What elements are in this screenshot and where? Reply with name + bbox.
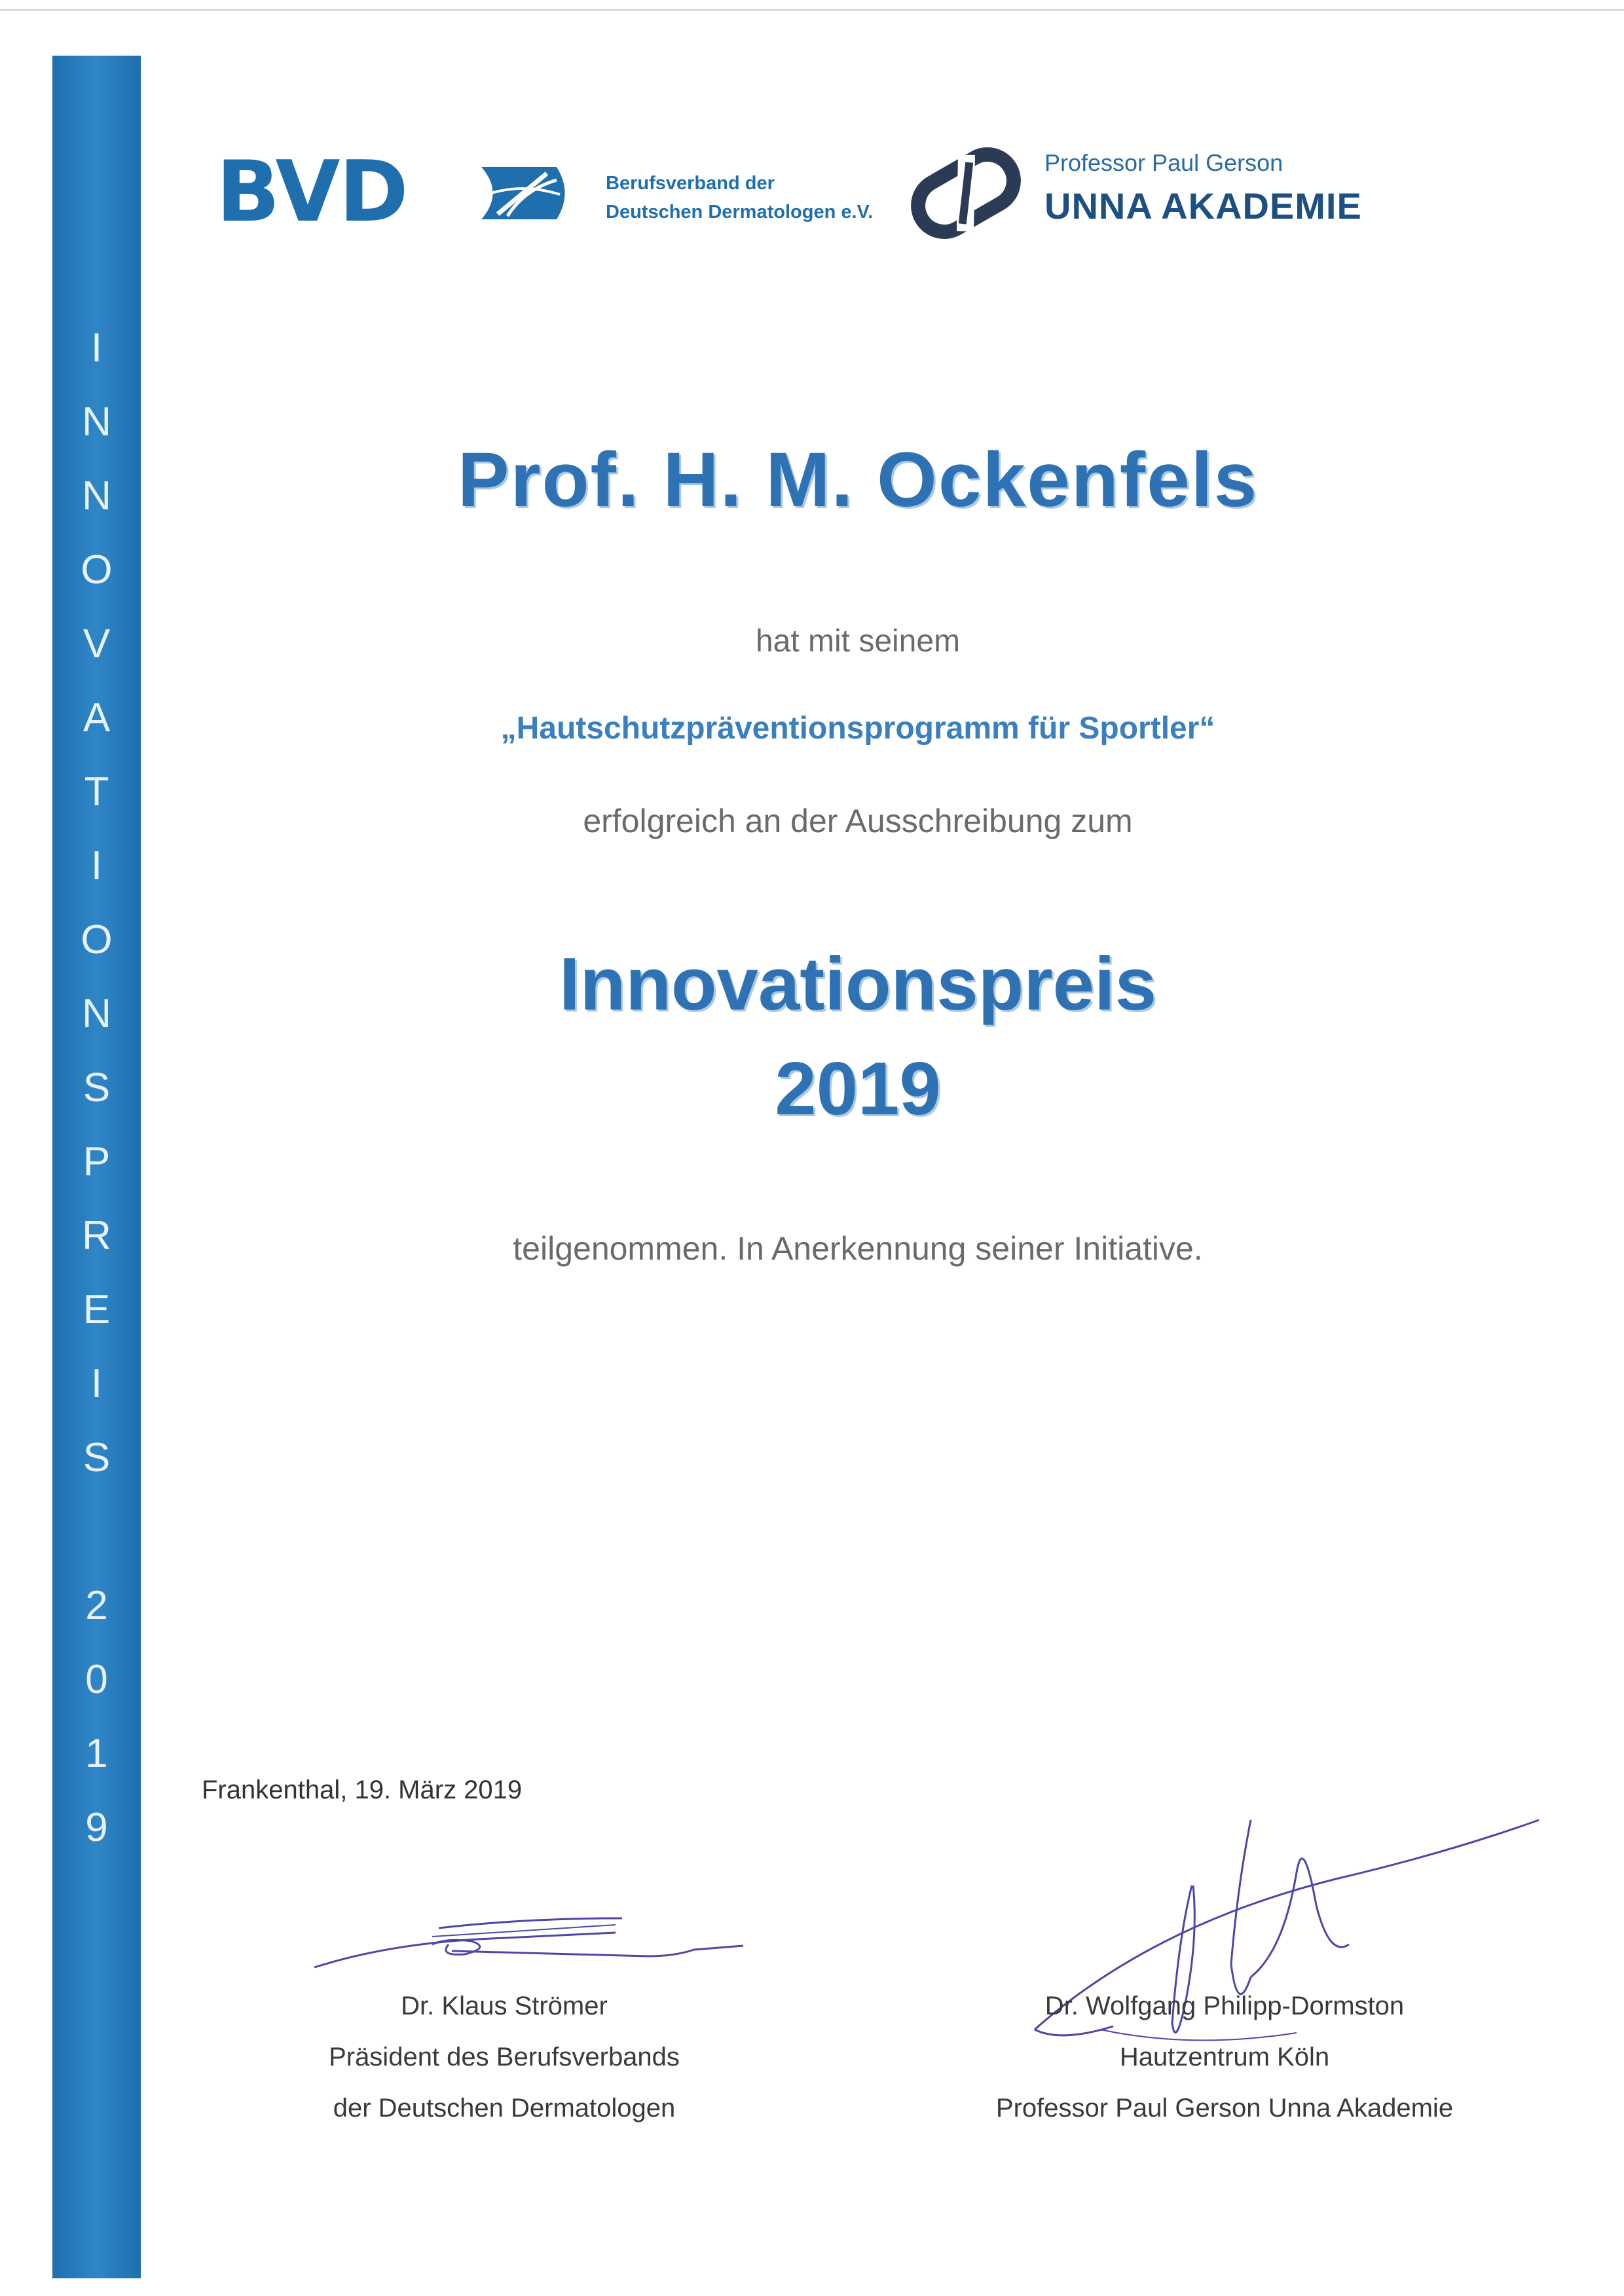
sidebar-letter: N xyxy=(82,399,111,445)
sidebar-letter: O xyxy=(81,917,113,962)
unna-akademie-subtitle: Professor Paul Gerson xyxy=(1044,149,1283,176)
signer-left-organization: der Deutschen Dermatologen xyxy=(333,2094,676,2123)
bvd-association-name xyxy=(606,169,873,227)
sidebar-letter: E xyxy=(83,1287,111,1332)
intro-text: hat mit seinem xyxy=(755,624,961,659)
signer-left-role: Präsident des Berufsverbands xyxy=(329,2043,680,2071)
sidebar-letter: S xyxy=(83,1065,111,1110)
sidebar-letter: V xyxy=(83,621,111,666)
sidebar-letter: I xyxy=(90,843,103,888)
sidebar-letter: I xyxy=(90,1361,103,1406)
sidebar-letter: N xyxy=(82,473,111,519)
signer-right-block xyxy=(950,1980,1500,2134)
signer-right-name: Dr. Wolfgang Philipp-Dormston xyxy=(1044,1992,1405,2020)
sidebar-digit: 0 xyxy=(85,1657,108,1702)
sidebar-digit: 1 xyxy=(85,1731,108,1776)
recognition-text: teilgenommen. In Anerkennung seiner Initiative. xyxy=(513,1230,1203,1267)
signer-right-role: Hautzentrum Köln xyxy=(1119,2043,1330,2071)
sidebar-vertical-text xyxy=(52,311,141,1865)
bvd-name-line1: Berufsverband der xyxy=(606,173,775,194)
recipient-name: Prof. H. M. Ockenfels xyxy=(457,437,1259,523)
bvd-swoosh-icon xyxy=(481,167,565,219)
prize-title: Innovationspreis xyxy=(559,943,1157,1026)
sidebar-letter: N xyxy=(82,991,111,1036)
unna-akademie-logo-icon xyxy=(907,141,1025,249)
bvd-logo xyxy=(216,154,570,236)
sidebar-letter: R xyxy=(82,1213,111,1258)
prize-year: 2019 xyxy=(775,1048,941,1131)
sidebar-letter: T xyxy=(84,769,109,814)
participation-text: erfolgreich an der Ausschreibung zum xyxy=(583,803,1133,839)
place-and-date: Frankenthal, 19. März 2019 xyxy=(202,1776,523,1804)
sidebar-digit: 9 xyxy=(85,1805,108,1850)
program-title: „Hautschutzpräventionsprogramm für Sportler“ xyxy=(500,711,1215,746)
sidebar-letter: O xyxy=(81,547,113,592)
signer-left-block xyxy=(275,1980,733,2134)
sidebar-letter: S xyxy=(83,1435,111,1480)
bvd-logo-letters: BVD xyxy=(216,154,407,232)
unna-akademie-title: UNNA AKADEMIE xyxy=(1044,185,1362,227)
sidebar-digit: 2 xyxy=(85,1583,108,1628)
signer-right-organization: Professor Paul Gerson Unna Akademie xyxy=(995,2094,1454,2123)
sidebar-letter: P xyxy=(83,1139,111,1184)
top-edge-rule xyxy=(0,9,1624,11)
sidebar-band xyxy=(52,56,141,2278)
signature-left xyxy=(308,1892,753,1980)
sidebar-letter: A xyxy=(83,695,111,740)
signer-left-name: Dr. Klaus Strömer xyxy=(401,1992,608,2020)
sidebar-letter: I xyxy=(90,325,103,371)
bvd-name-line2: Deutschen Dermatologen e.V. xyxy=(606,202,874,223)
